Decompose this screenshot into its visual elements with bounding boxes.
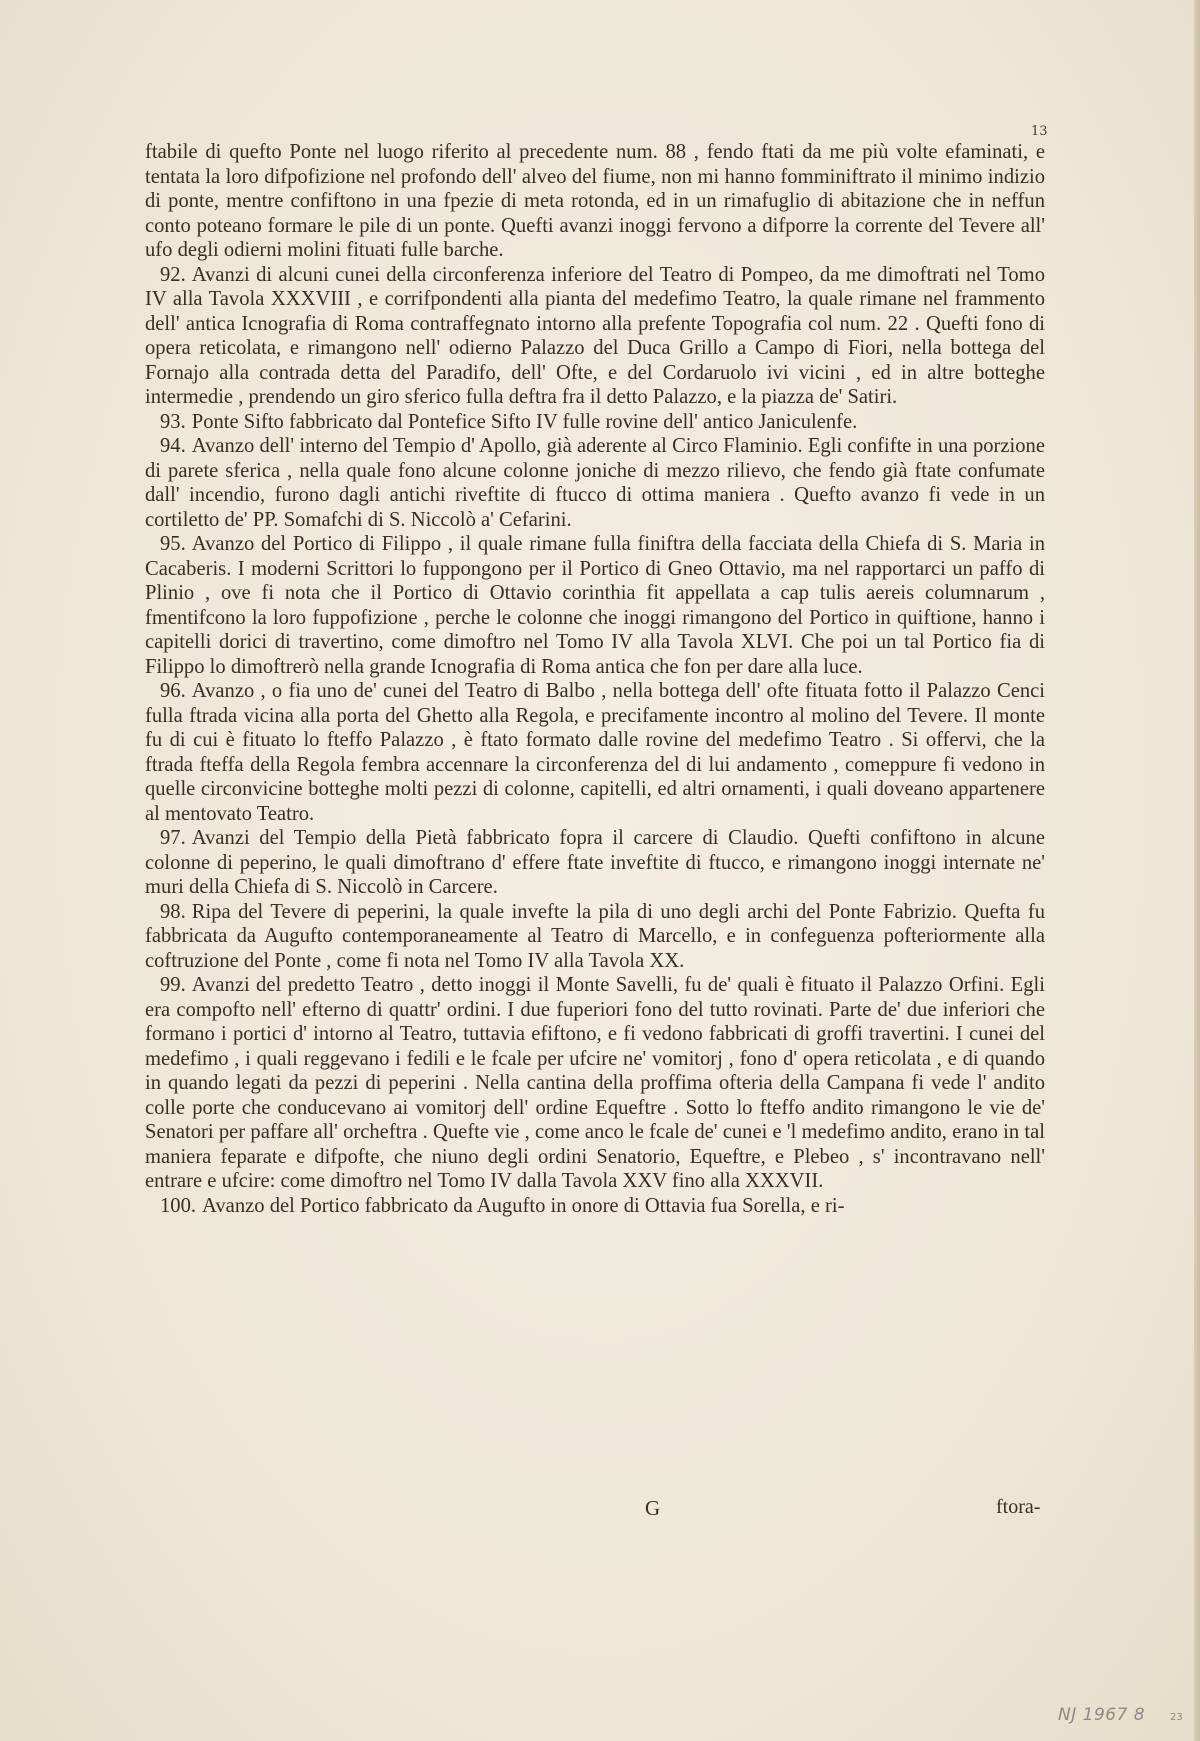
pencil-inventory-note: NJ 1967 8 <box>1058 1705 1146 1725</box>
entry-number: 97. <box>160 827 186 849</box>
entry-number: 100. <box>160 1194 197 1217</box>
entry-number: 94. <box>160 435 186 457</box>
entry-number: 93. <box>160 410 186 433</box>
signature-mark: G <box>645 1496 661 1520</box>
entry-number: 96. <box>160 680 186 702</box>
entry-number: 92. <box>160 263 186 286</box>
body-text <box>145 140 1045 1218</box>
catchword: ftora- <box>996 1496 1041 1518</box>
entry-number: 95. <box>160 533 186 555</box>
paragraph-entry-98 <box>145 900 1045 974</box>
paragraph-entry-94 <box>145 434 1045 532</box>
paragraph-entry-93 <box>145 410 1045 435</box>
entry-number: 98. <box>160 900 186 923</box>
paragraph-continuation <box>145 140 1045 263</box>
page-edge <box>1194 0 1200 1741</box>
paragraph-text: Avanzo dell' interno del Tempio d' Apollo, già aderente al Circo Flaminio. Egli confifte in una porzione di parete sferica , nella quale fono alcune colonne joniche di mezzo rilievo, che fendo già ftate confumate dall' incendio, furono dagli antichi riveftite di ftucco di ottima maniera . Quefto avanzo fi vede in un cortiletto de' PP. Somafchi di S. Niccolò a' Cefarini. <box>145 435 1045 531</box>
paragraph-text: Ponte Sifto fabbricato dal Pontefice Sifto IV fulle rovine dell' antico Janiculenfe. <box>191 410 858 433</box>
paragraph-entry-100 <box>145 1194 1045 1219</box>
pencil-small-note: 23 <box>1170 1712 1183 1723</box>
paragraph-text: ftabile di quefto Ponte nel luogo riferito al precedente num. 88 , fendo ftati da me più volte efaminati, e tentata la loro difpofizione nel profondo dell' alveo del fiume, non mi hanno fomminiftrato il minimo indizio di ponte, mentre confiftono in una fpezie di meta rotonda, ed in un rimafuglio di abitazione che in neffun conto poteano formare le pile di un ponte. Quefti avanzi inoggi fervono a difporre la corrente del Tevere all' ufo degli odierni molini fituati fulle barche. <box>145 141 1045 261</box>
paragraph-entry-97 <box>145 826 1045 900</box>
paragraph-text: Avanzi del predetto Teatro , detto inoggi il Monte Savelli, fu de' quali è fituato il Palazzo Orfini. Egli era compofto nell' efterno di quattr' ordini. I due fuperiori fono del tutto rovinati. Parte de' due inferiori che formano i portici d' intorno al Teatro, tuttavia efiftono, e fi vedono fabbricati di groffi travertini. I cunei del medefimo , i quali reggevano i fedili e le fcale per ufcire ne' vomitorj , fono d' opera reticolata , e di quando in quando legati da pezzi di peperini . Nella cantina della proffima ofteria della Campana fi vede l' andito colle porte che conducevano ai vomitorj dell' ordine Equeftre . Sotto lo fteffo andito rimangono le vie de' Senatori per paffare all' orcheftra . Quefte vie , come anco le fcale de' cunei e 'l medefimo andito, erano in tal maniera feparate e difpofte, che niuno degli ordini Senatorio, Equeftre, e Plebeo , s' incontravano nell' entrare e ufcire: come dimoftro nel Tomo IV dalla Tavola XXV fino alla XXXVII. <box>145 974 1045 1192</box>
page-number: 13 <box>1031 124 1048 139</box>
paragraph-entry-95 <box>145 532 1045 679</box>
paragraph-text: Avanzo del Portico di Filippo , il quale rimane fulla finiftra della facciata della Chiefa di S. Maria in Cacaberis. I moderni Scrittori lo fuppongono per il Portico di Gneo Ottavio, ma nel rapportarci un paffo di Plinio , ove fi nota che il Portico di Ottavio corinthia fit appellata a cap tulis aereis columnarum , fmentifcono la loro fuppofizione , perche le colonne che inoggi rimangono del Portico in quiftione, hanno i capitelli dorici di travertino, come dimoftro nel Tomo IV alla Tavola XLVI. Che poi un tal Portico fia di Filippo lo dimoftrerò nella grande Icnografia di Roma antica che fon per dare alla luce. <box>145 533 1045 678</box>
paragraph-entry-92 <box>145 263 1045 410</box>
paragraph-text: Avanzi del Tempio della Pietà fabbricato fopra il carcere di Claudio. Quefti confiftono in alcune colonne di peperino, le quali dimoftrano d' effere ftate inveftite di ftucco, e rimangono inoggi internate ne' muri della Chiefa di S. Niccolò in Carcere. <box>145 827 1045 898</box>
paragraph-text: Avanzi di alcuni cunei della circonferenza inferiore del Teatro di Pompeo, da me dimoftrati nel Tomo IV alla Tavola XXXVIII , e corrifpondenti alla pianta del medefimo Teatro, la quale rimane nel frammento dell' antica Icnografia di Roma contraffegnato intorno alla prefente Topografia col num. 22 . Quefti fono di opera reticolata, e rimangono nell' odierno Palazzo del Duca Grillo a Campo di Fiori, nella bottega del Fornajo alla contrada detta del Paradifo, dell' Ofte, e del Cordaruolo ivi vicini , ed in altre botteghe intermedie , prendendo un giro sferico fulla deftra fra il detto Palazzo, e la piazza de' Satiri. <box>145 263 1045 408</box>
paragraph-entry-99 <box>145 973 1045 1194</box>
paragraph-text: Avanzo del Portico fabbricato da Augufto in onore di Ottavia fua Sorella, e ri- <box>202 1194 845 1217</box>
paragraph-text: Ripa del Tevere di peperini, la quale invefte la pila di uno degli archi del Ponte Fabrizio. Quefta fu fabbricata da Augufto contemporaneamente al Teatro di Marcello, e in confeguenza pofteriormente alla coftruzione del Ponte , come fi nota nel Tomo IV alla Tavola XX. <box>145 900 1045 972</box>
paragraph-text: Avanzo , o fia uno de' cunei del Teatro di Balbo , nella bottega dell' ofte fituata fotto il Palazzo Cenci fulla ftrada vicina alla porta del Ghetto alla Regola, e precifamente incontro al molino del Tevere. Il monte fu di cui è fituato lo fteffo Palazzo , è ftato formato dalle rovine del medefimo Teatro . Si offervi, che la ftrada fteffa della Regola fembra accennare la circonferenza del di lui andamento , comeppure fi vedono in quelle circonvicine botteghe molti pezzi di colonne, capitelli, ed altri ornamenti, i quali doveano appartenere al mentovato Teatro. <box>145 680 1045 825</box>
paragraph-entry-96 <box>145 679 1045 826</box>
entry-number: 99. <box>160 974 186 996</box>
